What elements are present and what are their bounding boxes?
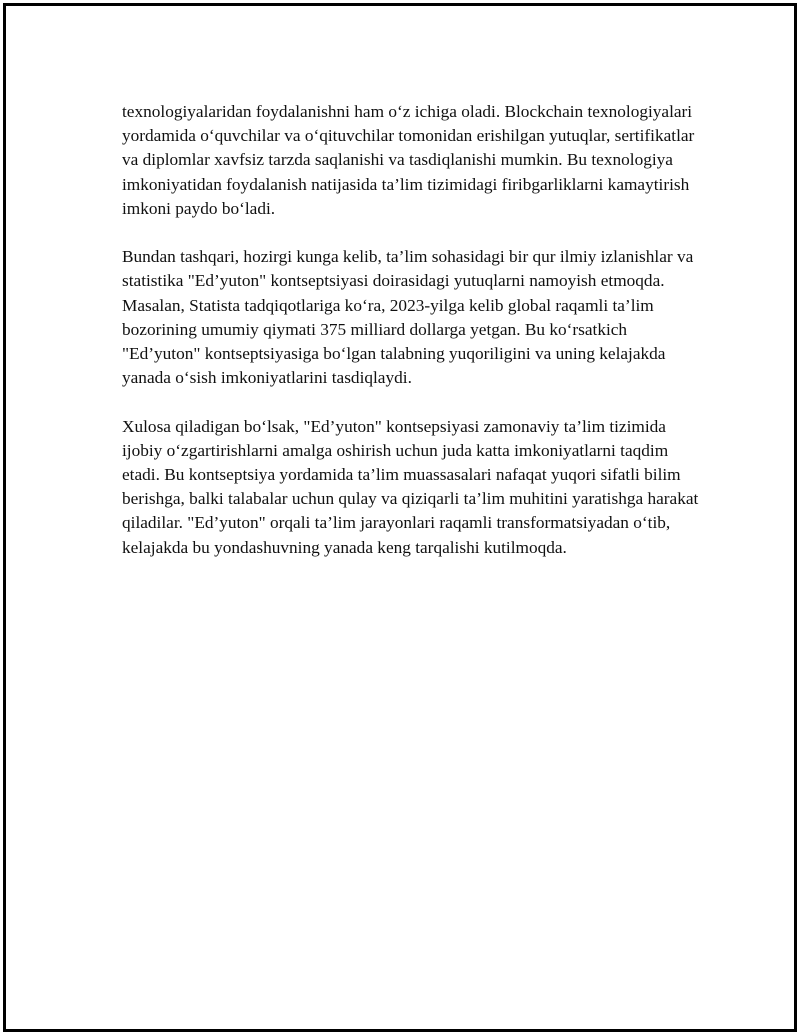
paragraph-blockchain: texnologiyalaridan foydalanishni ham o‘z ichiga oladi. Blockchain texnologiyalari yordamida o‘quvchilar va o‘qituvchilar tomonidan erishilgan yutuqlar, sertifikatlar va diplomlar xavfsiz tarzda saqlanishi va tasdiqlanishi mumkin. Bu texnologiya imkoniyatidan foydalanish natijasida ta’lim tizimidagi firibgarliklarni kamaytirish imkoni paydo bo‘ladi. (122, 102, 695, 218)
page-border-frame (3, 3, 797, 1032)
paragraph-conclusion: Xulosa qiladigan bo‘lsak, "Ed’yuton" kontsepsiyasi zamonaviy ta’lim tizimida ijobiy o‘zgartirishlarni amalga oshirish uchun juda katta imkoniyatlarni taqdim etadi. Bu kontseptsiya yordamida ta’lim muassasalari nafaqat yuqori sifatli bilim berishga, balki talabalar uchun qulay va qiziqarli ta’lim muhitini yaratishga harakat qiladilar. "Ed’yuton" orqali ta’lim jarayonlari raqamli transformatsiyadan o‘tib, kelajakda bu yondashuvning yanada keng tarqalishi kutilmoqda. (122, 416, 699, 557)
document-body (122, 100, 702, 560)
paragraph-statistics: Bundan tashqari, hozirgi kunga kelib, ta’lim sohasidagi bir qur ilmiy izlanishlar va statistika "Ed’yuton" kontseptsiyasi doirasidagi yutuqlarni namoyish etmoqda. Masalan, Statista tadqiqotlariga ko‘ra, 2023-yilga kelib global raqamli ta’lim bozorining umumiy qiymati 375 milliard dollarga yetgan. Bu ko‘rsatkich "Ed’yuton" kontseptsiyasiga bo‘lgan talabning yuqoriligini va uning kelajakda yanada o‘sish imkoniyatlarini tasdiqlaydi. (122, 247, 694, 388)
